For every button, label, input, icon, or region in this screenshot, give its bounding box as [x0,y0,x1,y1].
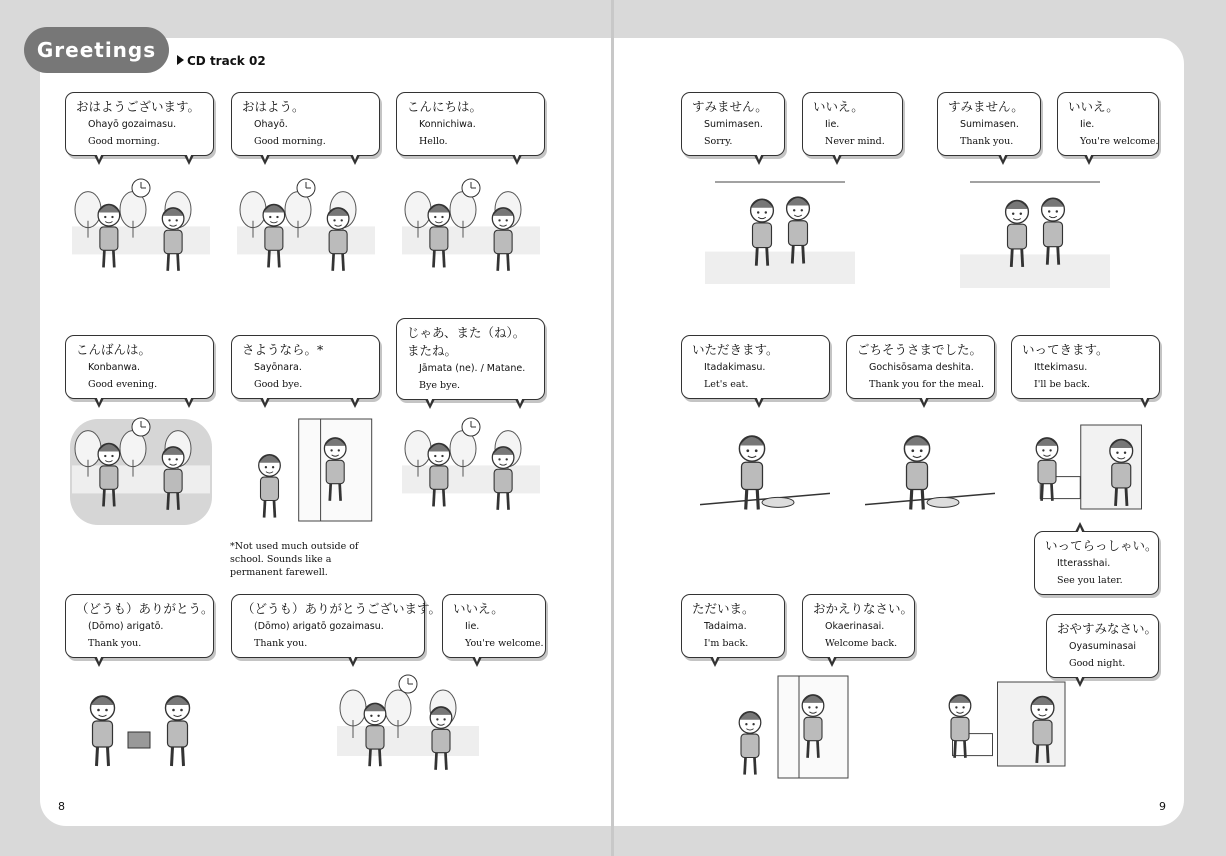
speech-bubble [1011,335,1160,399]
romaji-reading: Iie. [1080,119,1095,130]
japanese-phrase: （どうも）ありがとう。 [76,601,214,616]
romaji-reading: Gochisōsama deshita. [869,362,974,373]
romaji-reading: (Dōmo) arigatō. [88,621,164,632]
speech-bubble [681,335,830,399]
speech-bubble [65,335,214,399]
japanese-phrase: いってらっしゃい。 [1045,538,1158,553]
english-translation: See you later. [1057,575,1123,586]
romaji-reading: Ohayō gozaimasu. [88,119,177,130]
scene-illustration [65,672,215,796]
speech-tail [754,155,764,165]
speech-bubble [442,594,546,658]
romaji-reading: Itterasshai. [1057,558,1111,569]
english-translation: You're welcome. [1080,136,1159,147]
speech-tail [998,155,1008,165]
speech-bubble [396,318,545,400]
scene-illustration [68,415,214,531]
scene-illustration [398,176,544,292]
speech-tail [260,155,270,165]
cd-track-label [177,54,266,68]
page-number-right: 9 [1159,800,1166,813]
english-translation: Good evening. [88,379,158,390]
speech-bubble [681,92,785,156]
romaji-reading: Jāmata (ne). / Matane. [419,363,526,374]
romaji-reading: Ohayō. [254,119,288,130]
speech-tail [260,398,270,408]
romaji-reading: Sumimasen. [704,119,763,130]
speech-bubble [937,92,1041,156]
japanese-phrase: ごちそうさまでした。 [857,342,983,357]
speech-bubble [231,594,442,658]
speech-bubble [1057,92,1159,156]
speech-tail [94,657,104,667]
romaji-reading: Tadaima. [704,621,747,632]
japanese-phrase-short: またね。 [407,343,458,358]
japanese-phrase: すみません。 [948,99,1024,114]
english-translation: Hello. [419,136,448,147]
english-translation: I'm back. [704,638,749,649]
scene-illustration [398,415,544,531]
speech-tail [94,155,104,165]
speech-bubble [802,594,915,658]
english-translation: Thank you. [88,638,142,649]
english-translation: Good morning. [88,136,160,147]
japanese-phrase: ただいま。 [692,601,755,616]
speech-bubble [231,92,380,156]
speech-bubble [681,594,785,658]
english-translation: Thank you for the meal. [869,379,984,390]
speech-bubble [65,594,214,658]
speech-tail [184,398,194,408]
romaji-reading: Iie. [465,621,480,632]
speech-tail [515,399,525,409]
play-icon [177,55,184,65]
english-translation: Good night. [1069,658,1126,669]
romaji-reading: (Dōmo) arigatō gozaimasu. [254,621,384,632]
japanese-phrase: おやすみなさい。 [1057,621,1158,636]
japanese-phrase: おはよう。 [242,99,305,114]
speech-tail [832,155,842,165]
japanese-phrase: （どうも）ありがとうございます。 [242,601,442,616]
scene-illustration [68,176,214,292]
english-translation: Welcome back. [825,638,898,649]
romaji-reading: Konbanwa. [88,362,141,373]
speech-tail [1084,155,1094,165]
speech-tail [512,155,522,165]
japanese-phrase: こんにちは。 [407,99,483,114]
book-gutter [611,0,614,856]
speech-tail [348,657,358,667]
speech-bubble [846,335,995,399]
section-title-tab: Greetings [24,27,169,73]
english-translation: Good morning. [254,136,326,147]
japanese-phrase: いってきます。 [1022,342,1109,357]
speech-bubble [65,92,214,156]
japanese-phrase: さようなら。* [242,342,324,357]
japanese-phrase: じゃあ、また（ね）。 [407,325,526,340]
speech-tail [1140,398,1150,408]
speech-bubble [396,92,545,156]
speech-tail [94,398,104,408]
page-number-left: 8 [58,800,65,813]
speech-tail [472,657,482,667]
japanese-phrase: いいえ。 [453,601,504,616]
scene-illustration [233,415,379,531]
english-translation: Bye bye. [419,380,461,391]
scene-illustration [333,672,483,796]
japanese-phrase: おはようございます。 [76,99,201,114]
romaji-reading: Ittekimasu. [1034,362,1088,373]
scene-illustration [715,672,855,788]
japanese-phrase: こんばんは。 [76,342,152,357]
english-translation: Never mind. [825,136,885,147]
scene-illustration [865,415,995,531]
japanese-phrase: いいえ。 [1068,99,1119,114]
japanese-phrase: いただきます。 [692,342,779,357]
speech-tail [710,657,720,667]
english-translation: You're welcome. [465,638,544,649]
scene-illustration [700,415,830,531]
romaji-reading: Okaerinasai. [825,621,885,632]
speech-bubble [231,335,380,399]
speech-tail [919,398,929,408]
romaji-reading: Itadakimasu. [704,362,766,373]
scene-illustration [233,176,379,292]
speech-bubble [802,92,903,156]
english-translation: Thank you. [254,638,308,649]
speech-tail [827,657,837,667]
speech-bubble [1046,614,1159,678]
romaji-reading: Sumimasen. [960,119,1019,130]
romaji-reading: Oyasuminasai [1069,641,1137,652]
scene-illustration [930,672,1080,788]
english-translation: Thank you. [960,136,1014,147]
romaji-reading: Sayōnara. [254,362,302,373]
speech-tail [184,155,194,165]
speech-tail [754,398,764,408]
japanese-phrase: いいえ。 [813,99,864,114]
english-translation: Sorry. [704,136,733,147]
english-translation: I'll be back. [1034,379,1091,390]
scene-illustration [1020,415,1155,531]
footnote: *Not used much outside of school. Sounds like a permanent farewell. [230,541,359,578]
english-translation: Let's eat. [704,379,749,390]
japanese-phrase: すみません。 [692,99,768,114]
japanese-phrase: おかえりなさい。 [813,601,914,616]
cd-track-text: CD track 02 [187,54,266,68]
english-translation: Good bye. [254,379,303,390]
romaji-reading: Konnichiwa. [419,119,476,130]
speech-tail [425,399,435,409]
speech-tail [350,155,360,165]
romaji-reading: Iie. [825,119,840,130]
scene-illustration [705,176,855,288]
speech-bubble [1034,531,1159,595]
speech-tail [350,398,360,408]
scene-illustration [960,176,1110,292]
